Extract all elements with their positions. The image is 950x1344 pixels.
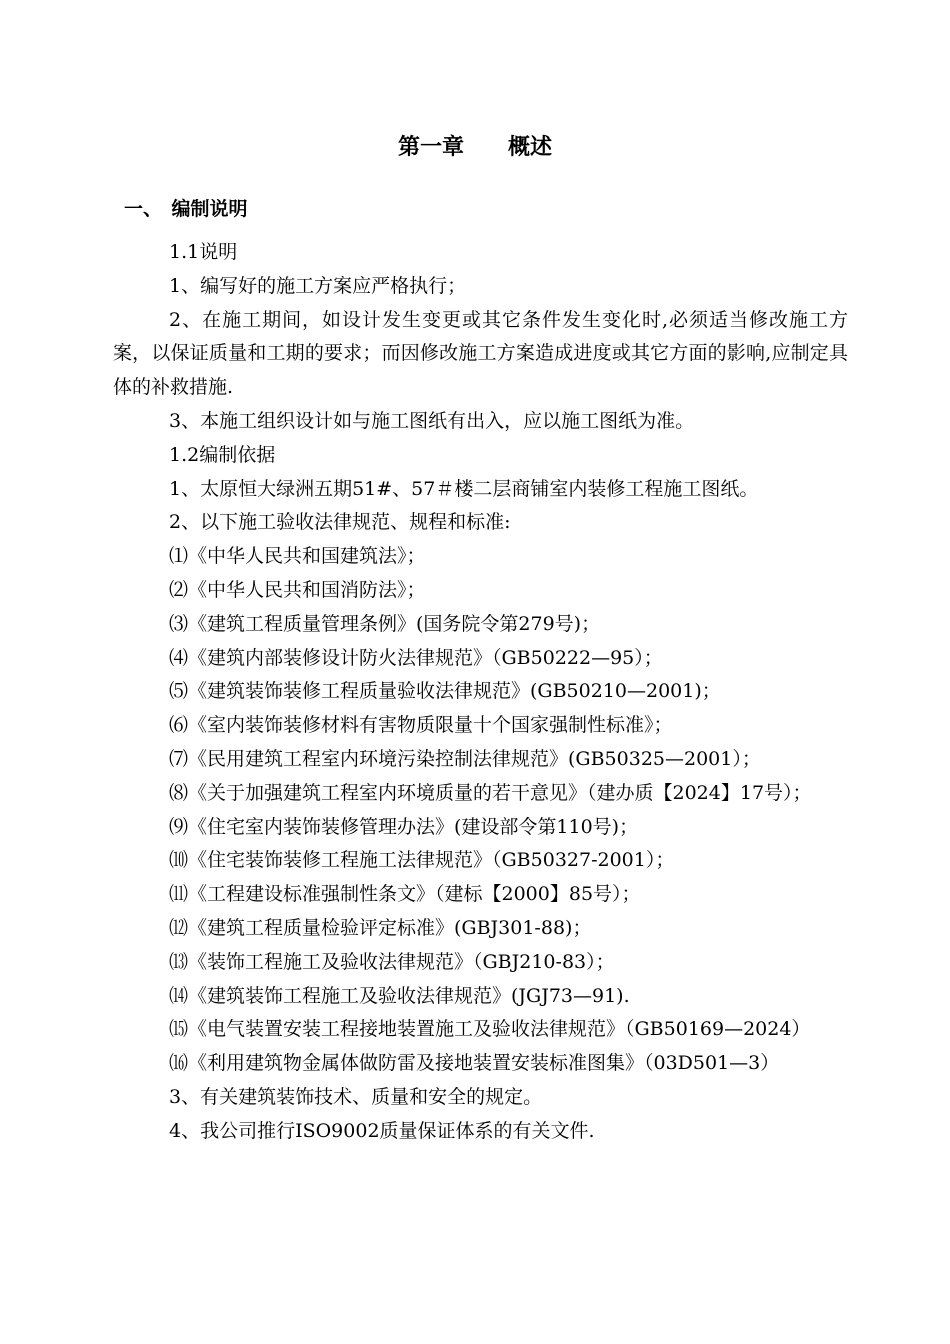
paragraph: 1、太原恒大绿洲五期51#、57＃楼二层商铺室内装修工程施工图纸。 bbox=[169, 477, 759, 500]
paragraph: ⒁《建筑装饰工程施工及验收法律规范》(JGJ73—91). bbox=[169, 984, 630, 1007]
paragraph: ⑷《建筑内部装修设计防火法律规范》（GB50222—95）； bbox=[169, 646, 663, 669]
paragraph: ⒀《装饰工程施工及验收法律规范》（GBJ210-83）； bbox=[169, 950, 615, 973]
paragraph: ⑹《室内装饰装修材料有害物质限量十个国家强制性标准》； bbox=[169, 714, 673, 737]
paragraph: ⑾《工程建设标准强制性条文》（建标【2000】85号）； bbox=[169, 883, 641, 906]
section-title: 一、 编制说明 bbox=[124, 198, 248, 220]
paragraph: ⒃《利用建筑物金属体做防雷及接地装置安装标准图集》（03D501—3） bbox=[169, 1052, 780, 1075]
paragraph: 1.2编制依据 bbox=[169, 443, 276, 466]
paragraph: 1.1说明 bbox=[169, 241, 238, 263]
paragraph: ⑵《中华人民共和国消防法》； bbox=[169, 578, 426, 601]
paragraph: ⑸《建筑装饰装修工程质量验收法律规范》(GB50210—2001)； bbox=[169, 680, 721, 703]
body-text bbox=[113, 236, 848, 1149]
paragraph: 2、以下施工验收法律规范、规程和标准: bbox=[169, 511, 511, 534]
paragraph: 2、在施工期间，如设计发生变更或其它条件发生变化时,必须适当修改施工方案，以保证质量和工期的要求；而因修改施工方案造成进度或其它方面的影响,应制定具体的补救措施. bbox=[113, 308, 848, 399]
paragraph: ⑼《住宅室内装饰装修管理办法》(建设部令第110号)； bbox=[169, 815, 639, 838]
paragraph: ⑻《关于加强建筑工程室内环境质量的若干意见》（建办质【2024】17号）； bbox=[169, 781, 812, 804]
paragraph: ⒂《电气装置安装工程接地装置施工及验收法律规范》（GB50169—2024） bbox=[169, 1018, 811, 1041]
paragraph: ⑶《建筑工程质量管理条例》(国务院令第279号)； bbox=[169, 612, 601, 635]
paragraph: ⑿《建筑工程质量检验评定标准》(GBJ301-88)； bbox=[169, 916, 592, 939]
paragraph: 4、我公司推行ISO9002质量保证体系的有关文件. bbox=[169, 1119, 595, 1142]
paragraph: ⑽《住宅装饰装修工程施工法律规范》（GB50327-2001）； bbox=[169, 849, 675, 872]
paragraph: ⑺《民用建筑工程室内环境污染控制法律规范》(GB50325—2001）； bbox=[169, 747, 761, 770]
paragraph: 3、有关建筑装饰技术、质量和安全的规定。 bbox=[169, 1085, 543, 1108]
paragraph: 1、编写好的施工方案应严格执行； bbox=[169, 274, 467, 297]
paragraph: 3、本施工组织设计如与施工图纸有出入，应以施工图纸为准。 bbox=[169, 409, 695, 432]
paragraph: ⑴《中华人民共和国建筑法》； bbox=[169, 545, 426, 568]
chapter-title: 第一章 概述 bbox=[397, 135, 552, 160]
